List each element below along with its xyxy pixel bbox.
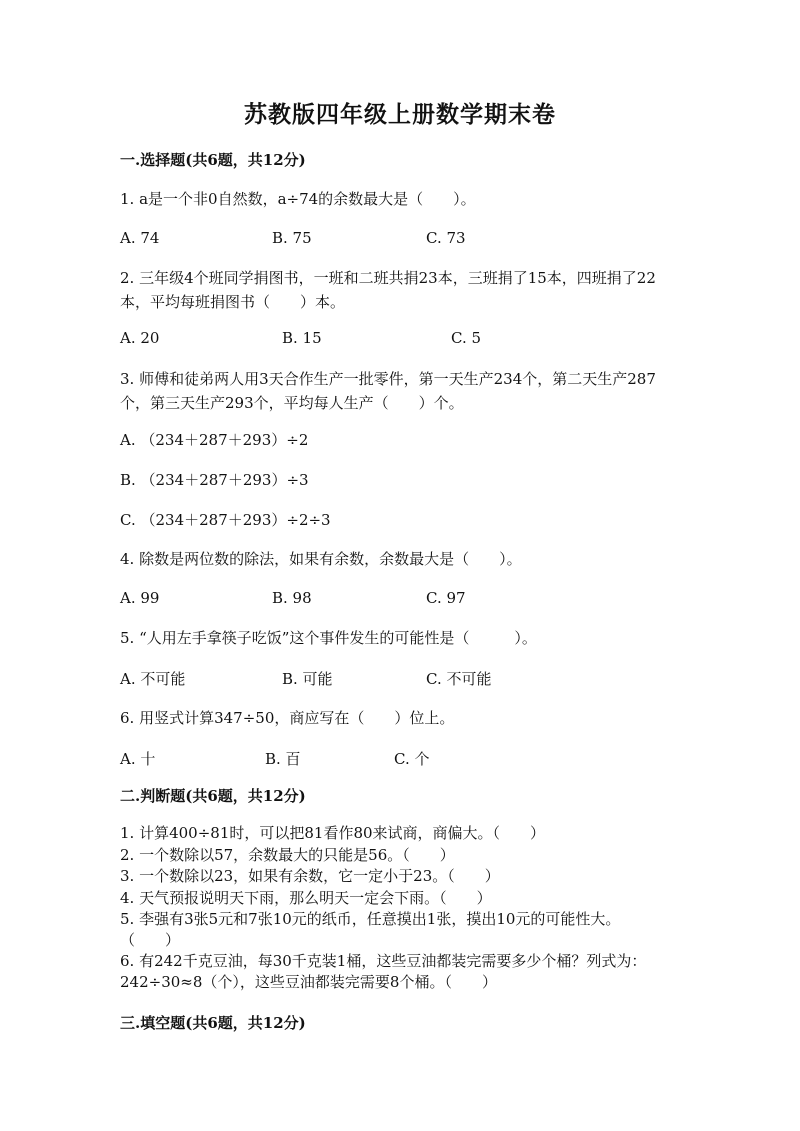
choice-option-3a: A. （234＋287＋293）÷2 [120,431,309,449]
choice-option-2c: C. 5 [451,329,482,347]
choice-option-5a: A. 不可能 [120,670,186,688]
choice-option-5c: C. 不可能 [426,670,492,688]
choice-option-6a: A. 十 [120,750,156,768]
true-false-item-4: 4. 天气预报说明天下雨，那么明天一定会下雨。（ ） [120,889,492,907]
choice-option-4a: A. 99 [120,589,160,607]
true-false-item-1: 1. 计算400÷81时，可以把81看作80来试商，商偏大。（ ） [120,824,546,842]
choice-option-5b: B. 可能 [282,670,333,688]
true-false-item-5: 5. 李强有3张5元和7张10元的纸币，任意摸出1张，摸出10元的可能性大。 （ ） [120,910,643,949]
choice-option-3b: B. （234＋287＋293）÷3 [120,471,309,489]
choice-option-1c: C. 73 [426,229,466,247]
section-heading-true-false: 二.判断题(共6题，共12分) [120,787,306,805]
choice-option-4c: C. 97 [426,589,466,607]
choice-option-2b: B. 15 [282,329,322,347]
choice-option-1a: A. 74 [120,229,160,247]
choice-option-3c: C. （234＋287＋293）÷2÷3 [120,511,331,529]
choice-question-5: 5. “人用左手拿筷子吃饭”这个事件发生的可能性是（ ）。 [120,629,537,647]
choice-question-4: 4. 除数是两位数的除法，如果有余数，余数最大是（ ）。 [120,550,522,568]
choice-question-1: 1. a是一个非0自然数，a÷74的余数最大是（ ）。 [120,190,476,208]
true-false-item-2: 2. 一个数除以57，余数最大的只能是56。（ ） [120,846,455,864]
true-false-item-3: 3. 一个数除以23，如果有余数，它一定小于23。（ ） [120,867,500,885]
page-title: 苏教版四年级上册数学期末卷 [244,101,556,128]
choice-question-3: 3. 师傅和徒弟两人用3天合作生产一批零件，第一天生产234个，第二天生产287个，第三天生产293个，平均每人生产（ ）个。 [120,370,656,412]
true-false-item-6: 6. 有242千克豆油，每30千克装1桶，这些豆油都装完需要多少个桶？列式为：242÷30≈8（个），这些豆油都装完需要8个桶。（ ） [120,952,647,991]
section-heading-fill-in: 三.填空题(共6题，共12分) [120,1014,306,1032]
choice-question-2: 2. 三年级4个班同学捐图书，一班和二班共捐23本，三班捐了15本，四班捐了22本，平均每班捐图书（ ）本。 [120,269,656,311]
choice-question-6: 6. 用竖式计算347÷50，商应写在（ ）位上。 [120,709,455,727]
section-heading-choice: 一.选择题(共6题，共12分) [120,151,306,169]
choice-option-1b: B. 75 [272,229,312,247]
choice-option-6b: B. 百 [265,750,301,768]
choice-option-2a: A. 20 [120,329,160,347]
choice-option-4b: B. 98 [272,589,312,607]
choice-option-6c: C. 个 [394,750,430,768]
